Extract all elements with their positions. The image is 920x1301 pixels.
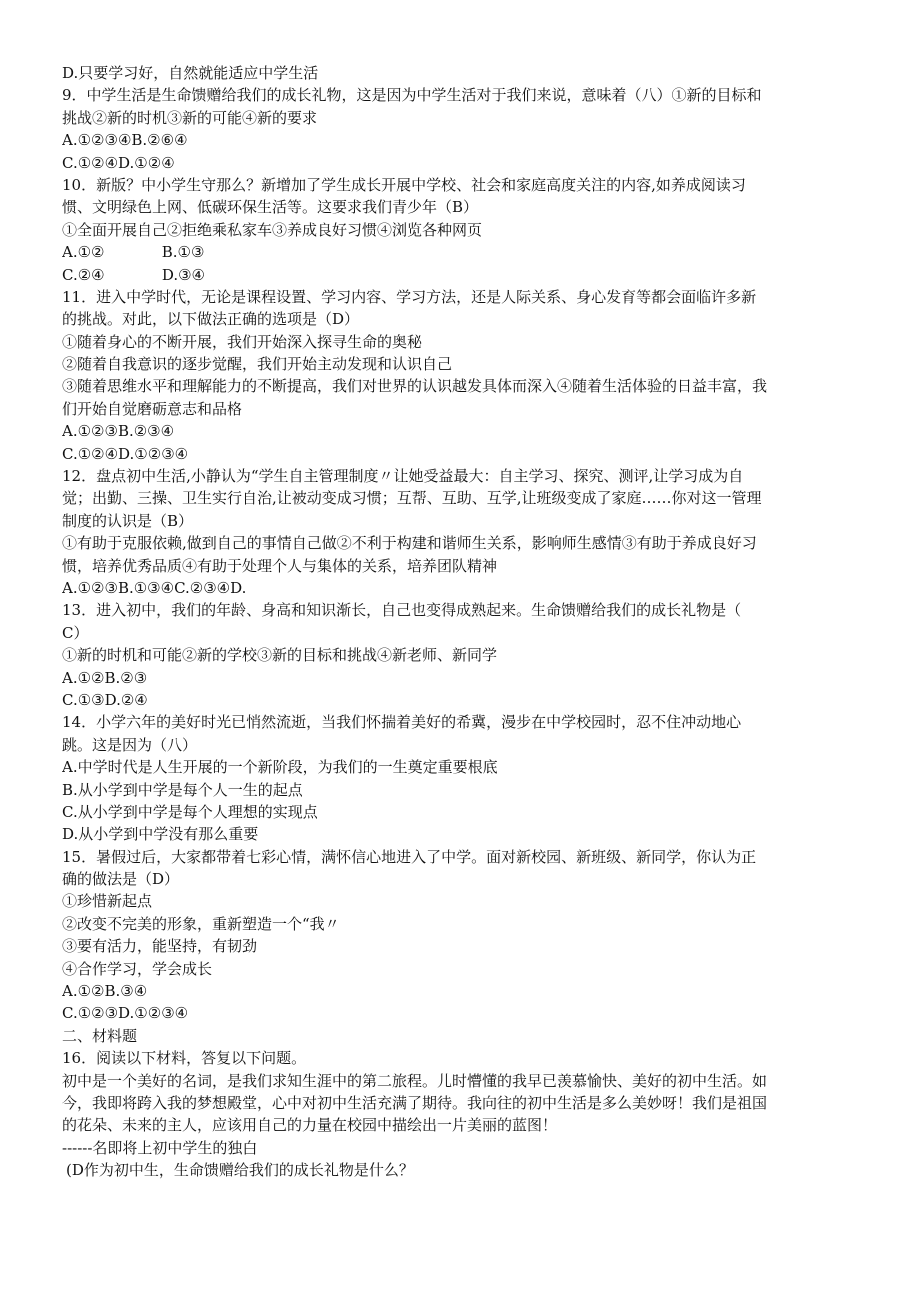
text-line: ④合作学习，学会成长 [62, 959, 213, 978]
text-line: 确的做法是（D） [62, 870, 180, 889]
option-line: C.②④ D.③④ [62, 265, 205, 284]
question-12-line: 12．盘点初中生活,小静认为“学生自主管理制度〃让她受益最大：自主学习、探究、测评,让学习成为自 [62, 467, 744, 486]
text-line: ③随着思维水平和理解能力的不断提高，我们对世界的认识越发具体而深入④随着生活体验的日益丰富，我 [62, 377, 768, 396]
question-11-line: 11．进入中学时代，无论是课程设置、学习内容、学习方法，还是人际关系、身心发育等都会面临许多新 [62, 287, 757, 306]
option-line: C.从小学到中学是每个人理想的实现点 [62, 802, 318, 821]
material-line: 初中是一个美好的名词，是我们求知生涯中的第二旅程。儿时懵懂的我早已羡慕愉快、美好的初中生活。如 [62, 1071, 768, 1090]
question-15-line: 15．暑假过后，大家都带着七彩心情，满怀信心地进入了中学。面对新校园、新班级、新同学，你认为正 [62, 847, 757, 866]
option-line: A.①②B.②③ [62, 668, 148, 687]
text-line: 们开始自觉磨砺意志和品格 [62, 399, 243, 418]
text-line: ①全面开展自己②拒绝乘私家车③养成良好习惯④浏览各种网页 [62, 220, 483, 239]
text-line: 挑战②新的时机③新的可能④新的要求 [62, 108, 318, 127]
question-10-line: 10．新版？中小学生守那么？新增加了学生成长开展中学校、社会和家庭高度关注的内容,如养成阅读习 [62, 175, 746, 194]
option-line: B.从小学到中学是每个人一生的起点 [62, 780, 303, 799]
question-14-line: 14．小学六年的美好时光已悄然流逝，当我们怀揣着美好的希冀，漫步在中学校园时，忍不住冲动地心 [62, 713, 742, 732]
document-page [62, 62, 862, 1182]
question-13-line: 13．进入初中，我们的年龄、身高和知识渐长，自己也变得成熟起来。生命馈赠给我们的成长礼物是（ [62, 601, 742, 620]
text-line: ③要有活力，能坚持，有韧劲 [62, 937, 258, 956]
option-line: C.①②③D.①②③④ [62, 1004, 189, 1023]
text-line: ①随着身心的不断开展，我们开始深入探寻生命的奥秘 [62, 332, 423, 351]
option-line: A.①②③④B.②⑥④ [62, 131, 188, 150]
option-line: A.①②③B.①③④C.②③④D. [62, 578, 247, 597]
question-9-line: 9．中学生活是生命馈赠给我们的成长礼物，这是因为中学生活对于我们来说，意味着（八）①新的目标和 [62, 86, 762, 105]
option-line: C.①②④D.①②③④ [62, 444, 189, 463]
section-heading: 二、材料题 [62, 1026, 138, 1045]
material-line: 的花朵、未来的主人，应该用自己的力量在校园中描绘出一片美丽的蓝图！ [62, 1116, 558, 1135]
text-line: ①新的时机和可能②新的学校③新的目标和挑战④新老师、新同学 [62, 646, 498, 665]
option-line: A.①②B.③④ [62, 982, 148, 1001]
option-line: A.①②③B.②③④ [62, 422, 175, 441]
option-line: A.中学时代是人生开展的一个新阶段，为我们的一生奠定重要根底 [62, 758, 498, 777]
text-line: ②改变不完美的形象，重新塑造一个“我〃 [62, 914, 340, 933]
text-line: 觉；出勤、三操、卫生实行自治,让被动变成习惯；互帮、互助、互学,让班级变成了家庭……你对这一管理 [62, 489, 762, 508]
text-line: 跳。这是因为（八） [62, 735, 198, 754]
text-line: 惯，培养优秀品质④有助于处理个人与集体的关系，培养团队精神 [62, 556, 498, 575]
text-line: ①有助于克服依赖,做到自己的事情自己做②不利于构建和谐师生关系，影响师生感情③有助于养成良好习 [62, 534, 757, 553]
text-line: 制度的认识是（B） [62, 511, 194, 530]
material-source: ------名即将上初中学生的独白 [62, 1138, 258, 1157]
text-line: 的挑战。对此，以下做法正确的选项是（D） [62, 310, 360, 329]
text-line: 惯、文明绿色上网、低碳环保生活等。这要求我们青少年（B） [62, 198, 479, 217]
text-line: ②随着自我意识的逐步觉醒，我们开始主动发现和认识自己 [62, 355, 453, 374]
text-line: D.只要学习好，自然就能适应中学生活 [62, 64, 319, 82]
option-line: C.①②④D.①②④ [62, 153, 175, 172]
text-line: C） [62, 623, 89, 642]
option-line: C.①③D.②④ [62, 690, 148, 709]
text-line: ①珍惜新起点 [62, 892, 153, 911]
material-line: 今，我即将跨入我的梦想殿堂，心中对初中生活充满了期待。我向往的初中生活是多么美妙呀！我们是祖国 [62, 1093, 768, 1112]
option-line: A.①② B.①③ [62, 243, 205, 262]
question-16-line: 16．阅读以下材料，答复以下问题。 [62, 1049, 307, 1068]
sub-question-line: (D作为初中生，生命馈赠给我们的成长礼物是什么？ [66, 1161, 414, 1180]
option-line: D.从小学到中学没有那么重要 [62, 825, 259, 844]
